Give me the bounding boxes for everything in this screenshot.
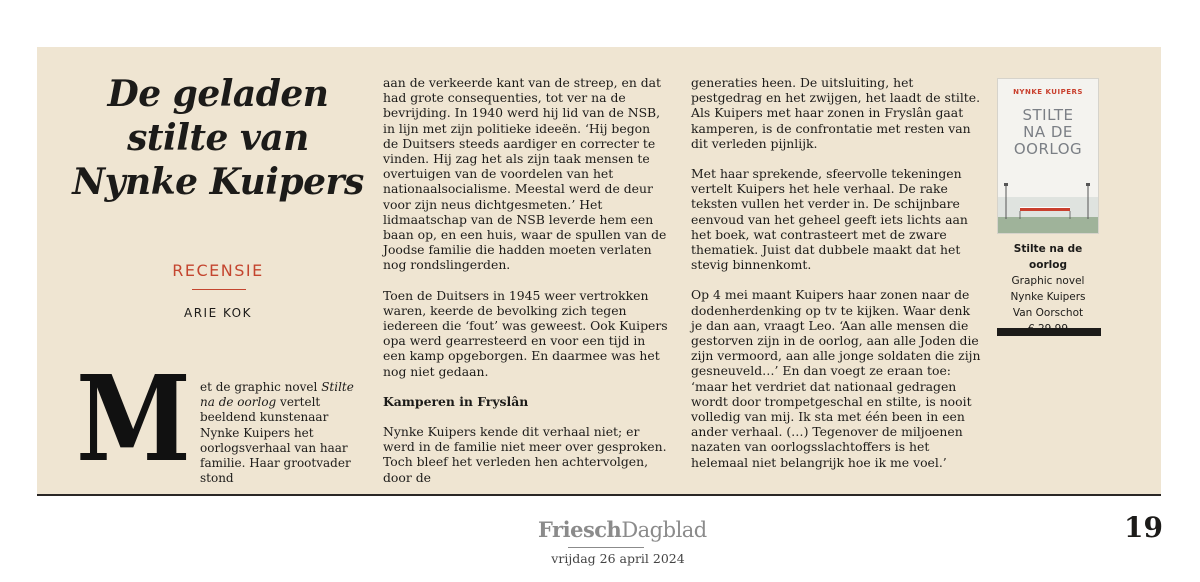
drop-cap: M [76,349,188,488]
intro-before: et de graphic novel [200,380,322,394]
book-publisher: Van Oorschot [1012,307,1084,319]
book-author: Nynke Kuipers [1010,291,1086,303]
cover-title-line: STILTE [1022,106,1074,124]
issue-date: vrijdag 26 april 2024 [551,551,685,566]
intro-book-title: Stilte na de oorlog [200,380,354,410]
page-number: 19 [1124,511,1163,544]
masthead-part-1: Friesch [538,517,622,542]
newspaper-masthead [538,517,707,542]
book-genre: Graphic novel [1011,275,1085,287]
body-paragraph: Op 4 mei maant Kuipers haar zonen naar de dodenherdenking op tv te kijken. Waar denk je dan aan, vraagt Leo. ‘Aan alle mensen die gestorven zijn in de oorlog, aan alle Joden die zijn vermoord, aan alle jonge soldaten die zijn gesneuveld…’ En dan voegt ze eraan toe: ‘maar het verdriet dat nationaal gedragen wordt door trompetgeschal en stilte, is nooit volledig van mij. Ik sta met één been in een ander verhaal. (…) Tegenover de miljoenen nazaten van oorlogsslachtoffers is het helemaal niet belangrijk hoe ik me voel.’ [691,287,981,470]
cover-title [998,107,1098,158]
author-byline: ARIE KOK [183,306,252,320]
article-column-1 [383,75,669,485]
article-headline [60,72,376,204]
masthead-underline [568,547,644,548]
body-paragraph: Toen de Duitsers in 1945 weer vertrokken waren, keerde de bevolking zich tegen iedereen die ‘fout’ was geweest. Ook Kuipers opa werd gearresteerd en voor een tijd in een kamp opgeborgen. En daarmee was het nog niet gedaan. [383,287,668,379]
body-paragraph: Nynke Kuipers kende dit verhaal niet; er werd in de familie niet meer over gesproken. Toch bleef het verleden hen achtervolgen, door de [383,424,667,485]
body-paragraph: aan de verkeerde kant van de streep, en dat had grote consequenties, tot ver na de bevrijding. In 1940 werd hij lid van de NSB, in lijn met zijn politieke ideeën. ‘Hij begon de Duitsers steeds aardiger en correcter te vinden. Hij zag het als zijn taak mensen te overtuigen van de voordelen van het nationaalsocialisme. Meestal werd de deur voor zijn neus dichtgesmeten.’ Het lidmaatschap van de NSB leverde hem een baan op, en een huis, waar de spullen van de Joodse familie die hadden moeten verlaten nog rondslingerden. [383,75,667,273]
book-cover-image [997,78,1099,234]
intro-paragraph [200,380,360,486]
body-paragraph: generaties heen. De uitsluiting, het pestgedrag en het zwijgen, het laadt de stilte. Als Kuipers met haar zonen in Fryslân gaat kamperen, is de confrontatie met resten van dit verleden pijnlijk. [691,75,981,151]
section-subheading: Kamperen in Fryslân [383,393,529,409]
masthead-part-2: Dagblad [621,518,707,542]
article-column-2 [691,75,985,470]
kicker-divider [192,289,246,290]
book-info [994,241,1102,337]
cover-author: NYNKE KUIPERS [1013,88,1083,96]
section-kicker: RECENSIE [172,261,264,280]
cover-illustration [998,173,1098,233]
book-info-bar [997,328,1101,336]
body-paragraph: Met haar sprekende, sfeervolle tekeningen vertelt Kuipers het hele verhaal. De rake teksten vullen het verder in. De schijnbare eenvoud van het geheel geeft iets lichts aan het boek, wat contrasteert met de zware thematiek. Juist dat dubbele maakt dat het stevig binnenkomt. [691,166,968,273]
book-title: Stilte na de oorlog [1013,243,1083,271]
cover-title-line: OORLOG [1013,140,1083,158]
headline-line-2: stilte van [127,117,309,159]
intro-after: vertelt beeldend kunstenaar Nynke Kuipers het oorlogsverhaal van haar familie. Haar grootvader stond [200,395,351,486]
headline-line-3: Nynke Kuipers [72,161,364,203]
headline-line-1: De geladen [107,73,329,115]
cover-title-line: NA DE [1023,123,1073,141]
page-divider [37,494,1161,496]
